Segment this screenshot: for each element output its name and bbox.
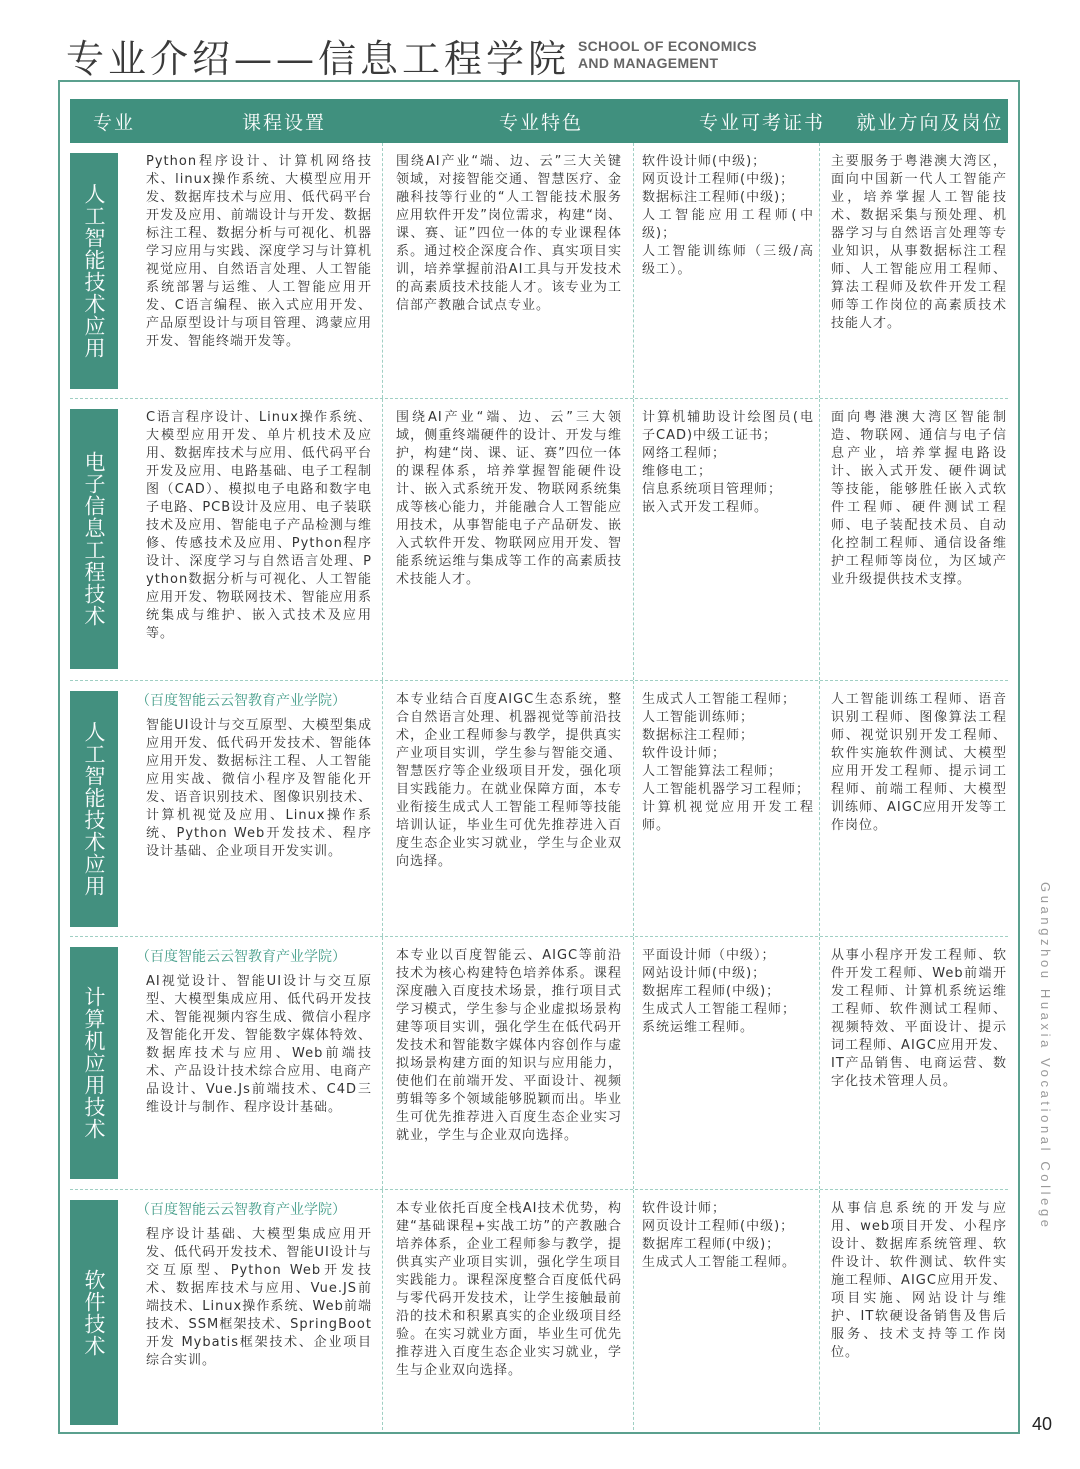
table-header	[70, 99, 1008, 143]
title-english	[578, 38, 757, 72]
certificates-cell: 计算机辅助设计绘图员(电子CAD)中级工证书； 网络工程师； 维修电工； 信息系统项目管理师； 嵌入式开发工程师。	[642, 410, 814, 515]
column-header-certificates: 专业可考证书	[698, 111, 825, 134]
certificates-cell: 平面设计师（中级）； 网站设计师(中级)； 数据库工程师(中级)； 生成式人工智能工程师； 系统运维工程师。	[642, 948, 797, 1035]
page-title: 专业介绍——信息工程学院	[66, 37, 571, 81]
courses-cell	[136, 691, 372, 861]
institute-label: （百度智能云云智教育产业学院）	[136, 693, 346, 709]
table-row	[70, 1190, 1008, 1430]
certificates-cell: 软件设计师； 网页设计工程师(中级)； 数据库工程师(中级)； 生成式人工智能工程师。	[642, 1201, 797, 1270]
table-row	[70, 681, 1008, 937]
careers-cell: 人工智能训练工程师、语音识别工程师、图像算法工程师、视觉识别开发工程师、软件实施软件测试、大模型应用开发工程师、提示词工程师、前端工程师、大模型训练师、AIGC应用开发等工作岗位。	[831, 692, 1007, 833]
courses-text: 程序设计基础、大模型集成应用开发、低代码开发技术、智能UI设计与交互原型、Python Web开发技术、数据库技术与应用、Vue.JS前端技术、Linux操作系统、Web前端技术、SSM框架技术、SpringBoot开发 Mybatis框架技术、企业项目综合实训。	[146, 1227, 372, 1368]
certificates-cell: 软件设计师(中级)； 网页设计工程师(中级)； 数据标注工程师(中级)； 人工智能应用工程师(中级)； 人工智能训练师（三级/高级工）。	[642, 154, 814, 277]
title-english-line-2: AND MANAGEMENT	[578, 55, 719, 71]
certificates-cell: 生成式人工智能工程师； 人工智能训练师； 数据标注工程师； 软件设计师； 人工智能算法工程师； 人工智能机器学习工程师； 计算机视觉应用开发工程师。	[642, 692, 814, 833]
table-row	[70, 937, 1008, 1190]
courses-cell: C语言程序设计、Linux操作系统、大模型应用开发、单片机技术及应用、数据库技术与应用、低代码平台开发及应用、电路基础、电子工程制图（CAD）、模拟电子电路和数字电子电路、PCB设计及应用、电子装联技术及应用、智能电子产品检测与维修、传感技术及应用、Python程序设计、深度学习与自然语言处理、Python数据分析与可视化、人工智能应用开发、物联网技术、智能应用系统集成与维护、嵌入式技术及应用等。	[146, 410, 372, 641]
column-header-careers: 就业方向及岗位	[856, 111, 1004, 134]
page-number: 40	[1032, 1414, 1053, 1434]
features-cell: 本专业依托百度全栈AI技术优势，构建“基础课程+实战工坊”的产教融合培养体系，企业工程师参与教学，提供真实产业项目实训，强化学生项目实践能力。课程深度整合百度低代码与零代码开发技术，让学生接触最前沿的技术和积累真实的企业级项目经验。在实习就业方面，毕业生可优先推荐进入百度生态企业实习就业，学生与企业双向选择。	[396, 1201, 622, 1378]
major-label: 人工智能技术应用	[70, 153, 118, 389]
careers-cell: 面向粤港澳大湾区智能制造、物联网、通信与电子信息产业，培养掌握电路设计、嵌入式开发、硬件调试等技能，能够胜任嵌入式软件工程师、硬件测试工程师、电子装配技术员、自动化控制工程师、通信设备维护工程师等岗位，为区域产业升级提供技术支撑。	[831, 410, 1007, 587]
table-row	[70, 143, 1008, 399]
college-name-vertical: Guangzhou Huaxia Vocational College	[1038, 882, 1053, 1231]
column-header-features: 专业特色	[498, 111, 583, 134]
title-english-line-1: SCHOOL OF ECONOMICS	[578, 38, 757, 54]
major-label: 软件技术	[70, 1200, 118, 1425]
institute-label: （百度智能云云智教育产业学院）	[136, 1202, 346, 1218]
courses-text: AI视觉设计、智能UI设计与交互原型、大模型集成应用、低代码开发技术、智能视频内容生成、微信小程序及智能化开发、智能数字媒体特效、数据库技术与应用、Web前端技术、产品设计技术综合应用、电商产品设计、Vue.Js前端技术、C4D三维设计与制作、程序设计基础。	[146, 974, 372, 1115]
institute-label: （百度智能云云智教育产业学院）	[136, 949, 346, 965]
features-cell: 本专业以百度智能云、AIGC等前沿技术为核心构建特色培养体系。课程深度融入百度技术场景，推行项目式学习模式，学生参与企业虚拟场景构建等项目实训，强化学生在低代码开发技术和智能数字媒体内容创作与虚拟场景构建方面的知识与应用能力，使他们在前端开发、平面设计、视频剪辑等多个领域能够脱颖而出。毕业生可优先推荐进入百度生态企业实习就业，学生与企业双向选择。	[396, 948, 622, 1143]
major-label: 计算机应用技术	[70, 947, 118, 1179]
courses-cell	[136, 947, 372, 1117]
careers-cell: 主要服务于粤港澳大湾区，面向中国新一代人工智能产业，培养掌握人工智能技术、数据采集与预处理、机器学习与自然语言处理等专业知识，从事数据标注工程师、人工智能应用工程师、算法工程师及软件开发工程师等工作岗位的高素质技术技能人才。	[831, 154, 1007, 331]
careers-cell: 从事信息系统的开发与应用、web项目开发、小程序设计、数据库系统管理、软件设计、软件测试、软件实施工程师、AIGC应用开发、项目实施、网站设计与维护、IT软硬设备销售及售后服务、技术支持等工作岗位。	[831, 1201, 1007, 1360]
column-header-major: 专业	[92, 111, 135, 134]
features-cell: 围绕AI产业“端、边、云”三大领域，侧重终端硬件的设计、开发与维护，构建“岗、课、证、赛”四位一体的课程体系，培养掌握智能硬件设计、嵌入式系统开发、物联网系统集成等核心能力，并能融合人工智能应用技术，从事智能电子产品研发、嵌入式软件开发、物联网应用开发、智能系统运维与集成等工作的高素质技术技能人才。	[396, 410, 622, 587]
careers-cell: 从事小程序开发工程师、软件开发工程师、Web前端开发工程师、计算机系统运维工程师、软件测试工程师、视频特效、平面设计、提示词工程师、AIGC应用开发、IT产品销售、电商运营、数字化技术管理人员。	[831, 948, 1007, 1089]
courses-cell	[136, 1200, 372, 1370]
major-label: 人工智能技术应用	[70, 691, 118, 927]
courses-text: 智能UI设计与交互原型、大模型集成应用开发、低代码开发技术、智能体应用开发、数据标注工程、人工智能应用实战、微信小程序及智能化开发、语音识别技术、图像识别技术、计算机视觉及应用、Linux操作系统、Python Web开发技术、程序设计基础、企业项目开发实训。	[146, 718, 372, 859]
features-cell: 围绕AI产业“端、边、云”三大关键领域，对接智能交通、智慧医疗、金融科技等行业的“人工智能技术服务应用软件开发”岗位需求，构建“岗、课、赛、证”四位一体的专业课程体系。通过校企深度合作、真实项目实训，培养掌握前沿AI工具与开发技术的高素质技术技能人才。该专业为工信部产教融合试点专业。	[396, 154, 622, 313]
features-cell: 本专业结合百度AIGC生态系统，整合自然语言处理、机器视觉等前沿技术，企业工程师参与教学，提供真实产业项目实训，学生参与智能交通、智慧医疗等企业级项目开发，强化项目实践能力。在就业保障方面，本专业衔接生成式人工智能工程师等技能培训认证，毕业生可优先推荐进入百度生态企业实习就业，学生与企业双向选择。	[396, 692, 622, 869]
courses-cell: Python程序设计、计算机网络技术、linux操作系统、大模型应用开发、数据库技术与应用、低代码平台开发及应用、前端设计与开发、数据标注工程、数据分析与可视化、机器学习应用与实践、深度学习与计算机视觉应用、自然语言处理、人工智能系统部署与运维、人工智能应用开发、C语言编程、嵌入式应用开发、产品原型设计与项目管理、鸿蒙应用开发、智能终端开发等。	[146, 154, 372, 349]
table-row	[70, 399, 1008, 681]
column-header-courses: 课程设置	[241, 111, 326, 134]
major-label: 电子信息工程技术	[70, 409, 118, 669]
